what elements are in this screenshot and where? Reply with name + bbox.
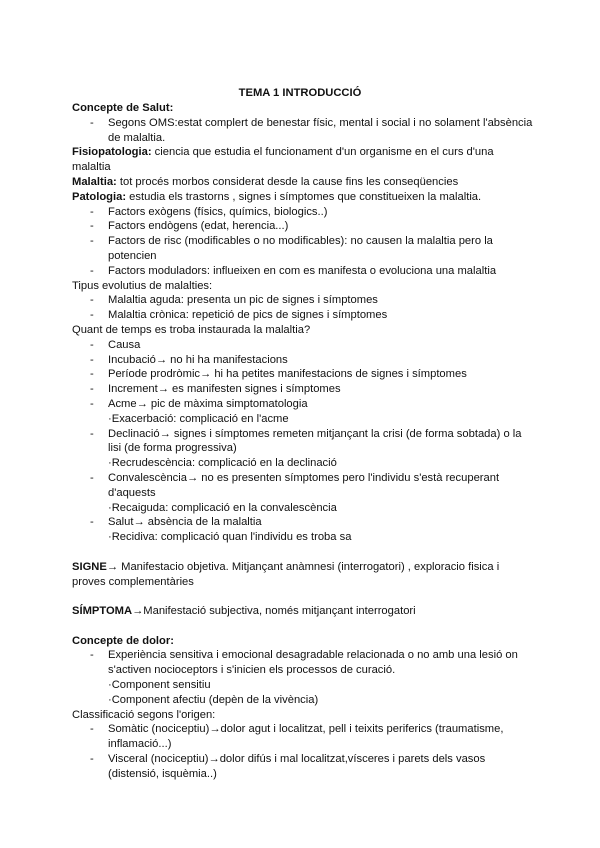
temps-heading: Quant de temps es troba instaurada la malaltia? <box>72 323 311 336</box>
list-item: - Incubació→ no hi ha manifestacions <box>72 353 534 368</box>
salut-list <box>72 116 534 146</box>
list-item: - Malaltia aguda: presenta un pic de signes i símptomes <box>72 293 534 308</box>
list-item: - Increment→ es manifesten signes i símptomes <box>72 382 534 397</box>
dolor-heading: Concepte de dolor: <box>72 634 174 647</box>
list-item: - Convalescència→ no es presenten símptomes pero l'individu s'està recuperant d'aquests <box>72 471 534 501</box>
list-item: - Declinació→ signes i símptomes remeten mitjançant la crisi (de forma sobtada) o la lisi (de forma progressiva) <box>72 427 534 457</box>
list-item: - Causa <box>72 338 534 353</box>
simptoma-definition: SÍMPTOMA→Manifestació subjectiva, només mitjançant interrogatori <box>72 605 416 618</box>
temps-list <box>72 338 534 545</box>
sub-item: ·Recaiguda: complicació en la convalescència <box>108 501 337 514</box>
list-item: - Període prodròmic→ hi ha petites manifestacions de signes i símptomes <box>72 367 534 382</box>
salut-heading: Concepte de Salut: <box>72 102 174 114</box>
spacer <box>72 589 534 604</box>
signe-definition: SIGNE→ Manifestacio objetiva. Mitjançant anàmnesi (interrogatori) , exploracio fisica i proves complementàries <box>72 560 500 588</box>
list-item: - Visceral (nociceptiu)→dolor difús i mal localitzat,vísceres i parets dels vasos (distensió, isquèmia..) <box>72 752 534 782</box>
list-item: - Experiència sensitiva i emocional desagradable relacionada o no amb una lesió on s'activen nocioceptors i s'inicien els processos de curació. <box>72 648 534 678</box>
list-item: - Factors de risc (modificables o no modificables): no causen la malaltia pero la potencien <box>72 234 534 264</box>
document-body <box>72 101 534 782</box>
patologia-list <box>72 205 534 279</box>
dolor-list <box>72 648 534 707</box>
sub-item: ·Component afectiu (depèn de la vivència) <box>108 693 319 706</box>
spacer <box>72 619 534 634</box>
classificacio-list <box>72 722 534 781</box>
list-item: - Factors exògens (físics, químics, biologics..) <box>72 205 534 220</box>
page-title: TEMA 1 INTRODUCCIÓ <box>238 87 362 99</box>
sub-item: ·Recrudescència: complicació en la declinació <box>108 457 337 470</box>
sub-item: ·Component sensitiu <box>108 679 211 692</box>
list-item: - Factors endògens (edat, herencia...) <box>72 219 534 234</box>
sub-item: ·Exacerbació: complicació en l'acme <box>108 412 289 425</box>
fisiopatologia-definition: Fisiopatologia: ciencia que estudia el funcionament d'un organisme en el curs d'una malaltia <box>72 146 494 174</box>
spacer <box>72 545 534 560</box>
sub-item: ·Recidiva: complicació quan l'individu es troba sa <box>108 531 352 544</box>
patologia-definition: Patologia: estudia els trastorns , signes i símptomes que constitueixen la malaltia. <box>72 190 482 203</box>
list-item: - Somàtic (nociceptiu)→dolor agut i localitzat, pell i teixits periferics (traumatisme, inflamació...) <box>72 722 534 752</box>
list-item: - Salut→ absència de la malaltia <box>72 515 534 530</box>
malaltia-definition: Malaltia: tot procés morbos considerat desde la cause fins les conseqüencies <box>72 175 459 188</box>
tipus-list <box>72 293 534 323</box>
tipus-heading: Tipus evolutius de malalties: <box>72 279 213 292</box>
classificacio-heading: Classificació segons l'origen: <box>72 708 216 721</box>
list-item: - Segons OMS:estat complert de benestar físic, mental i social i no solament l'absència de malaltia. <box>72 116 534 146</box>
list-item: - Acme→ pic de màxima simptomatologia <box>72 397 534 412</box>
list-item: - Factors moduladors: influeixen en com es manifesta o evoluciona una malaltia <box>72 264 534 279</box>
list-item: - Malaltia crònica: repetició de pics de signes i símptomes <box>72 308 534 323</box>
